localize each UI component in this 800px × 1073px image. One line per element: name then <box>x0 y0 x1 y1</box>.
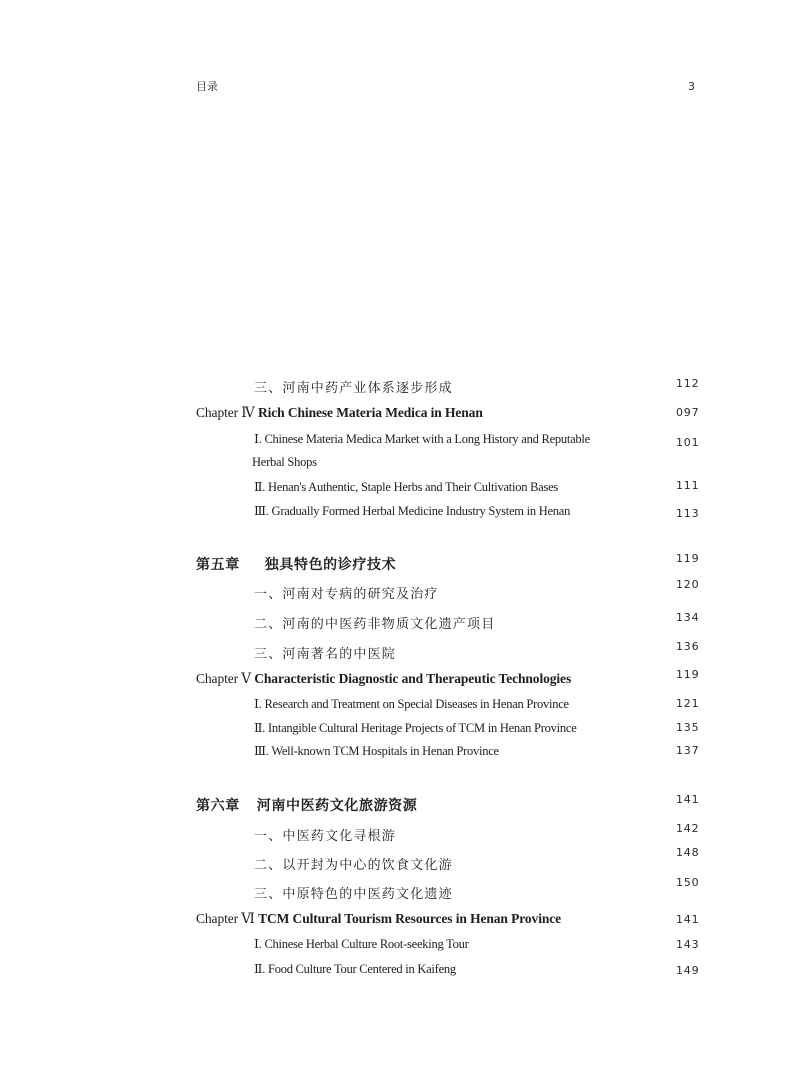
toc-page-number: 113 <box>676 507 700 520</box>
toc-page-number: 120 <box>676 578 700 591</box>
toc-section-title[interactable]: 一、河南对专病的研究及治疗 <box>254 587 439 602</box>
toc-page-number: 149 <box>676 964 700 977</box>
chapter-label: 第五章 <box>196 557 240 573</box>
toc-section-title[interactable]: 二、河南的中医药非物质文化遗产项目 <box>254 617 496 632</box>
toc-section-title[interactable]: Ⅰ. Research and Treatment on Special Diseases in Henan Province <box>254 697 569 711</box>
toc-page-number: 111 <box>676 479 700 492</box>
toc-page-number: 141 <box>676 793 700 806</box>
toc-section-title[interactable]: 三、中原特色的中医药文化遗迹 <box>254 887 453 902</box>
toc-section-title[interactable]: 三、河南中药产业体系逐步形成 <box>254 381 453 396</box>
toc-page-number: 119 <box>676 668 700 681</box>
chapter-title: 独具特色的诊疗技术 <box>264 557 397 573</box>
chapter-title: 河南中医药文化旅游资源 <box>256 798 418 814</box>
toc-chapter-5-cn[interactable] <box>196 554 396 574</box>
toc-chapter-6-cn[interactable] <box>196 795 417 815</box>
toc-section-title[interactable]: 三、河南著名的中医院 <box>254 647 397 662</box>
toc-page-number: 150 <box>676 876 700 889</box>
toc-page-number: 148 <box>676 846 700 859</box>
toc-section-title[interactable]: Ⅲ. Gradually Formed Herbal Medicine Industry System in Henan <box>254 504 571 518</box>
toc-section-title[interactable]: Ⅱ. Intangible Cultural Heritage Projects of TCM in Henan Province <box>254 721 577 735</box>
chapter-title: Rich Chinese Materia Medica in Henan <box>257 405 483 420</box>
toc-chapter-6-en[interactable] <box>196 911 561 927</box>
toc-chapter-5-en[interactable] <box>196 671 571 687</box>
toc-page-number: 136 <box>676 640 700 653</box>
toc-page-number: 101 <box>676 436 700 449</box>
toc-page-number: 135 <box>676 721 700 734</box>
toc-page-number: 137 <box>676 744 700 757</box>
chapter-label: 第六章 <box>196 798 240 814</box>
toc-section-title[interactable]: Ⅰ. Chinese Herbal Culture Root-seeking Tour <box>254 937 469 951</box>
toc-page-number: 143 <box>676 938 700 951</box>
chapter-label: Chapter Ⅵ <box>196 911 255 926</box>
toc-section-title-continuation[interactable]: Herbal Shops <box>252 455 317 469</box>
toc-page-number: 121 <box>676 697 700 710</box>
chapter-title: Characteristic Diagnostic and Therapeutic Technologies <box>254 671 572 686</box>
toc-page-number: 112 <box>676 377 700 390</box>
toc-section-title[interactable]: Ⅱ. Food Culture Tour Centered in Kaifeng <box>254 962 456 976</box>
toc-section-title[interactable]: Ⅰ. Chinese Materia Medica Market with a Long History and Reputable <box>254 432 590 446</box>
toc-section-title[interactable]: Ⅱ. Henan's Authentic, Staple Herbs and Their Cultivation Bases <box>254 480 558 494</box>
chapter-label: Chapter Ⅳ <box>196 405 255 420</box>
toc-page-number: 134 <box>676 611 700 624</box>
running-title: 目录 <box>196 80 218 93</box>
chapter-title: TCM Cultural Tourism Resources in Henan Province <box>258 911 562 926</box>
toc-section-title[interactable]: Ⅲ. Well-known TCM Hospitals in Henan Province <box>254 744 499 758</box>
toc-page-number: 141 <box>676 913 700 926</box>
toc-page-number: 119 <box>676 552 700 565</box>
toc-section-title[interactable]: 二、以开封为中心的饮食文化游 <box>254 858 453 873</box>
toc-chapter-4-en[interactable] <box>196 405 483 421</box>
toc-page-number: 142 <box>676 822 700 835</box>
header-page-number: 3 <box>688 80 695 93</box>
chapter-label: Chapter Ⅴ <box>196 671 251 686</box>
toc-section-title[interactable]: 一、中医药文化寻根游 <box>254 829 397 844</box>
toc-page-number: 097 <box>676 406 700 419</box>
